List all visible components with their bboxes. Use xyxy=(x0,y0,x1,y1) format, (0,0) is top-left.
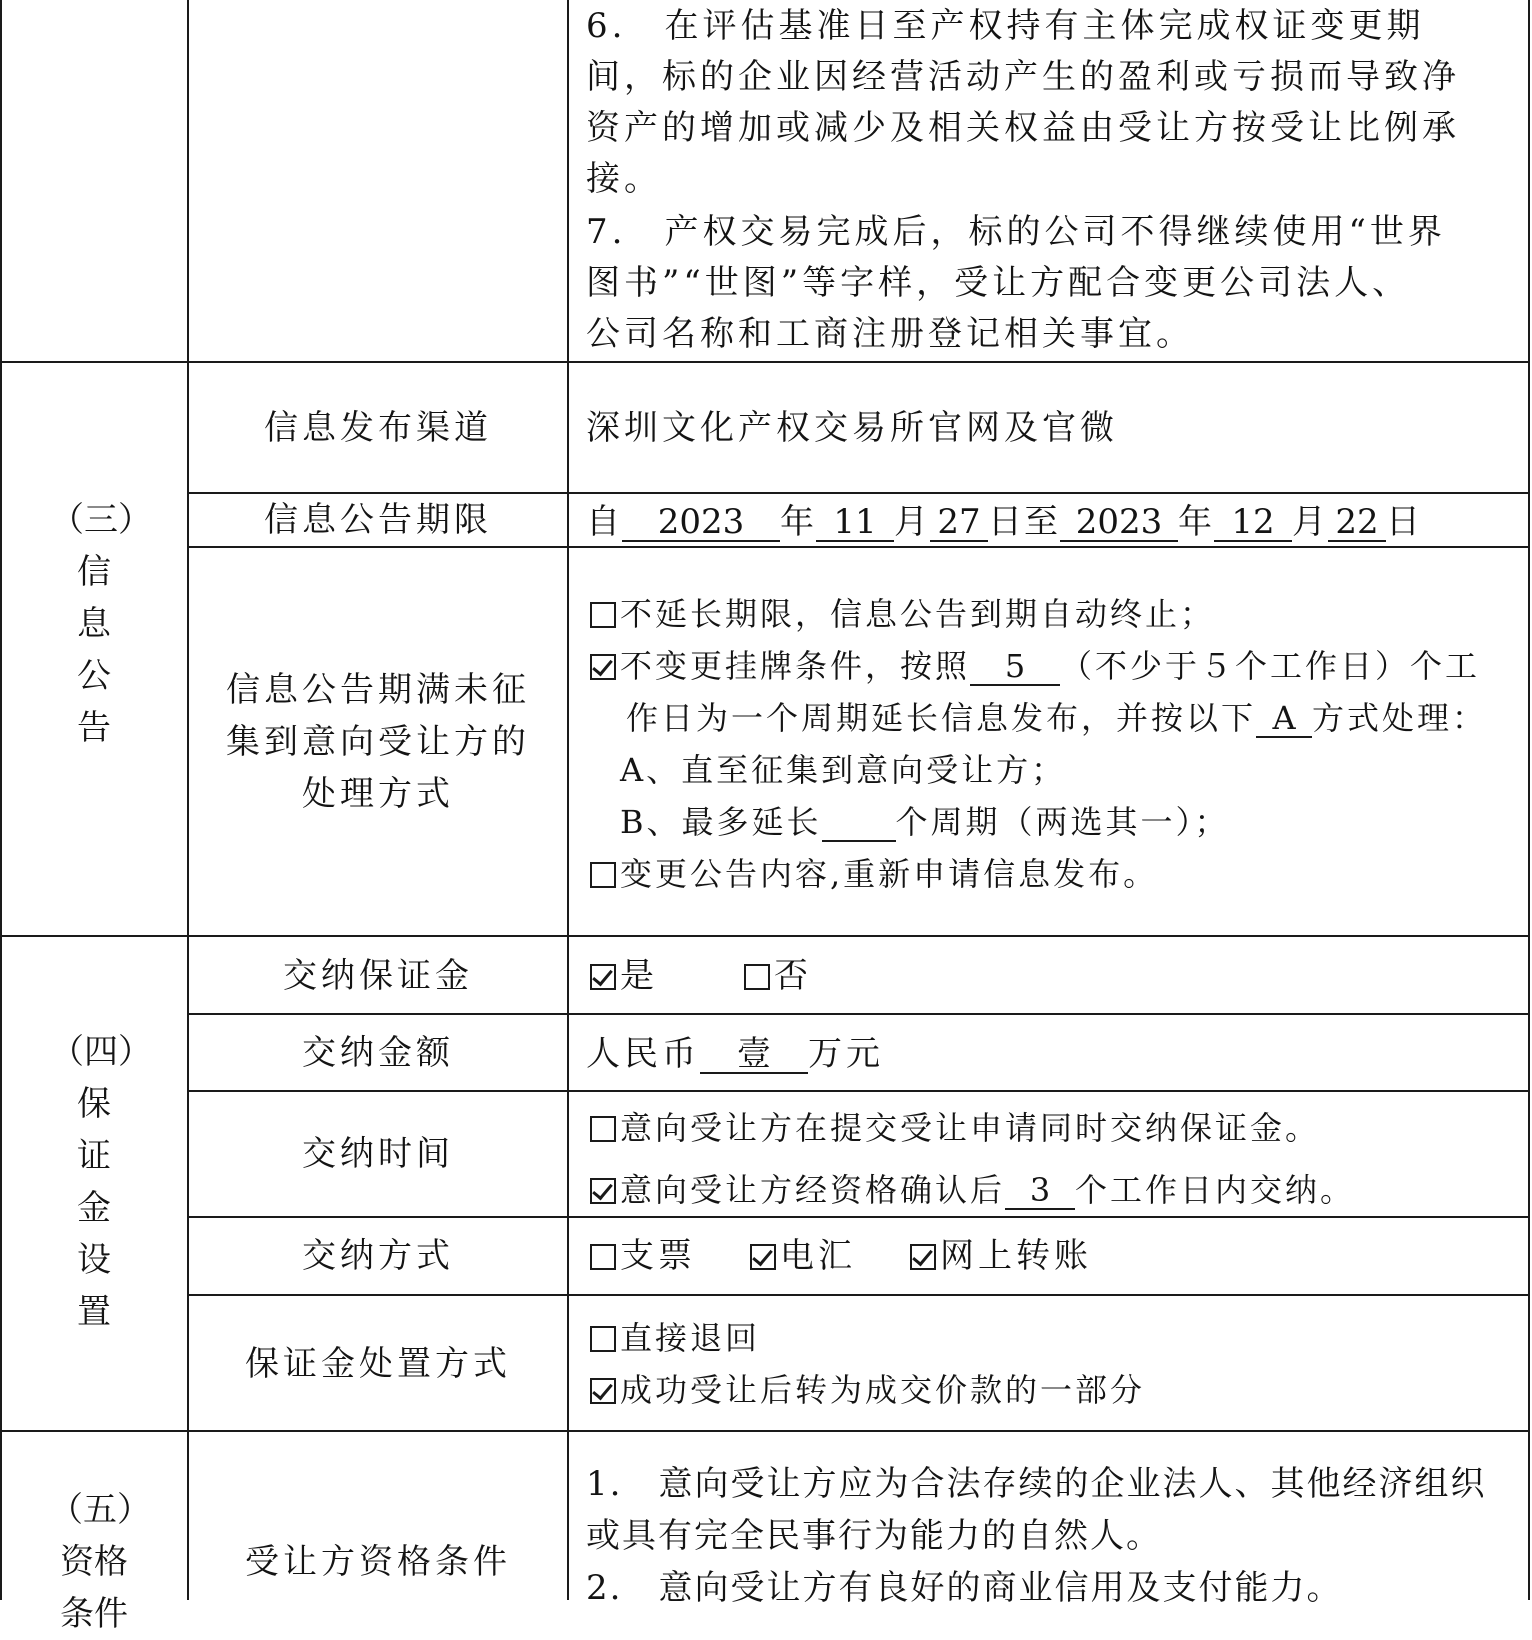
extension-days: 5 xyxy=(970,648,1060,686)
checkbox-empty-icon[interactable] xyxy=(590,862,616,888)
item6-line: 6. 在评估基准日至产权持有主体完成权证变更期 xyxy=(586,6,1425,46)
period-end-month: 12 xyxy=(1214,504,1292,542)
checkbox-checked-icon[interactable] xyxy=(590,654,616,680)
option-text: 成功受让后转为成交价款的一部分 xyxy=(620,1371,1146,1409)
deposit-yes: 是 xyxy=(620,956,658,996)
qualification-label: 受让方资格条件 xyxy=(245,1542,511,1582)
section3-title xyxy=(50,494,152,754)
item6-line: 间，标的企业因经营活动产生的盈利或亏损而导致净 xyxy=(586,57,1460,97)
option-text: 方式处理： xyxy=(1312,699,1488,737)
amount-number: 壹 xyxy=(700,1036,808,1074)
option-text: 个工作日内交纳。 xyxy=(1075,1171,1356,1209)
checkbox-empty-icon[interactable] xyxy=(590,1326,616,1352)
period-month-unit: 月 xyxy=(894,502,930,542)
expiry-option-3[interactable] xyxy=(590,854,1158,894)
section-title-line: （五） xyxy=(49,1490,151,1530)
table-hline-sec3-top xyxy=(0,361,1530,363)
disposal-label: 保证金处置方式 xyxy=(245,1344,511,1384)
period-start-month: 11 xyxy=(816,504,894,542)
table-hline xyxy=(187,546,1530,548)
period-year-unit: 年 xyxy=(780,502,816,542)
section-title-line: 证 xyxy=(77,1136,111,1176)
option-text: 不变更挂牌条件，按照 xyxy=(620,647,971,685)
item6-line: 接。 xyxy=(586,159,662,199)
channel-value: 深圳文化产权交易所官网及官微 xyxy=(586,408,1118,448)
amount-unit: 万元 xyxy=(808,1034,884,1074)
table-hline-sec4-top xyxy=(0,935,1530,937)
expiry-option-2[interactable] xyxy=(590,646,1480,686)
period-label: 信息公告期限 xyxy=(264,500,492,540)
channel-label: 信息发布渠道 xyxy=(264,408,492,448)
label-line: 处理方式 xyxy=(302,774,454,814)
option-text: 直接退回 xyxy=(620,1319,761,1357)
payment-days: 3 xyxy=(1005,1172,1075,1210)
table-hline xyxy=(187,1216,1530,1218)
checkbox-empty-icon[interactable] xyxy=(590,1116,616,1142)
table-border-right xyxy=(1528,0,1530,1600)
expiry-option-1[interactable] xyxy=(590,594,1215,634)
section5-title xyxy=(49,1484,151,1640)
option-text: 作日为一个周期延长信息发布，并按以下 xyxy=(626,699,1257,737)
label-line: 集到意向受让方的 xyxy=(226,722,530,762)
section-title-line: 金 xyxy=(77,1188,111,1228)
item7-line: 图书”“世图”等字样，受让方配合变更公司法人、 xyxy=(586,263,1411,303)
period-start-day: 27 xyxy=(930,504,988,542)
label-line: 信息公告期满未征 xyxy=(226,670,530,710)
section-title-line: 保 xyxy=(77,1084,111,1124)
section-title-line: 告 xyxy=(77,708,111,748)
section-title-line: （四） xyxy=(50,1032,152,1072)
checkbox-empty-icon[interactable] xyxy=(590,602,616,628)
amount-label: 交纳金额 xyxy=(302,1033,454,1073)
table-hline xyxy=(187,1294,1530,1296)
section-title-line: 资格 xyxy=(60,1542,128,1582)
checkbox-empty-icon[interactable] xyxy=(744,964,770,990)
sub-option-b xyxy=(620,802,1230,842)
deposit-no: 否 xyxy=(774,956,812,996)
period-value xyxy=(586,502,1422,542)
payment-method-label: 交纳方式 xyxy=(302,1236,454,1276)
checkbox-checked-icon[interactable] xyxy=(590,1178,616,1204)
option-text: 意向受让方经资格确认后 xyxy=(620,1171,1006,1209)
disposal-option-2[interactable] xyxy=(590,1370,1145,1410)
amount-currency: 人民币 xyxy=(586,1034,700,1074)
item7-line: 公司名称和工商注册登记相关事宜。 xyxy=(586,314,1194,354)
checkbox-checked-icon[interactable] xyxy=(590,964,616,990)
deposit-label: 交纳保证金 xyxy=(283,956,473,996)
option-text: 个周期（两选其一）； xyxy=(895,803,1230,841)
method-online: 网上转账 xyxy=(940,1236,1092,1276)
qualification-item-1-cont: 或具有完全民事行为能力的自然人。 xyxy=(586,1516,1162,1556)
option-text: B、最多延长 xyxy=(620,803,822,841)
period-day-to: 日至 xyxy=(988,502,1060,542)
period-from: 自 xyxy=(586,502,622,542)
section-title-line: 条件 xyxy=(60,1594,128,1634)
option-text: 变更公告内容,重新申请信息发布。 xyxy=(620,855,1159,893)
section4-title xyxy=(50,1026,152,1338)
expiry-handling-label xyxy=(189,664,567,820)
period-end-year: 2023 xyxy=(1060,504,1178,542)
section-title-line: 公 xyxy=(77,656,111,696)
table-hline xyxy=(187,1090,1530,1092)
period-start-year: 2023 xyxy=(622,504,780,542)
item7-line: 7. 产权交易完成后，标的公司不得继续使用“世界 xyxy=(586,212,1446,252)
option-text: 意向受让方在提交受让申请同时交纳保证金。 xyxy=(620,1109,1321,1147)
table-hline-sec5-top xyxy=(0,1430,1530,1432)
table-hline xyxy=(187,1013,1530,1015)
option-text: 不延长期限，信息公告到期自动终止； xyxy=(620,595,1216,633)
max-periods-blank xyxy=(822,804,896,842)
payment-time-option-2[interactable] xyxy=(590,1170,1355,1210)
section-title-line: 设 xyxy=(77,1240,111,1280)
period-end-day: 22 xyxy=(1328,504,1386,542)
checkbox-checked-icon[interactable] xyxy=(910,1244,936,1270)
payment-time-label: 交纳时间 xyxy=(302,1134,454,1174)
qualification-item-2: 2. 意向受让方有良好的商业信用及支付能力。 xyxy=(586,1568,1343,1608)
checkbox-checked-icon[interactable] xyxy=(590,1378,616,1404)
period-year-unit: 年 xyxy=(1178,502,1214,542)
period-day-unit: 日 xyxy=(1386,502,1422,542)
table-border-left xyxy=(0,0,2,1600)
deposit-choice xyxy=(590,956,812,996)
table-divider-col2 xyxy=(567,0,569,1600)
checkbox-checked-icon[interactable] xyxy=(750,1244,776,1270)
method-cheque: 支票 xyxy=(620,1236,696,1276)
section-title-line: 信 xyxy=(77,552,111,592)
option-text: （不少于５个工作日）个工 xyxy=(1060,647,1481,685)
payment-time-option-1[interactable] xyxy=(590,1108,1320,1148)
section-title-line: 置 xyxy=(77,1292,111,1332)
payment-method-options xyxy=(590,1236,1092,1276)
section-title-line: 息 xyxy=(77,604,111,644)
item6-line: 资产的增加或减少及相关权益由受让方按受让比例承 xyxy=(586,108,1460,148)
handling-mode: A xyxy=(1256,700,1312,738)
expiry-option-2-cont xyxy=(626,698,1487,738)
section-title-line: （三） xyxy=(50,500,152,540)
sub-option-a: A、直至征集到意向受让方； xyxy=(620,751,1067,789)
disposal-option-1[interactable] xyxy=(590,1318,760,1358)
amount-value xyxy=(586,1034,884,1074)
checkbox-empty-icon[interactable] xyxy=(590,1244,616,1270)
period-month-unit: 月 xyxy=(1292,502,1328,542)
method-wire: 电汇 xyxy=(780,1236,856,1276)
qualification-item-1: 1. 意向受让方应为合法存续的企业法人、其他经济组织 xyxy=(586,1464,1487,1504)
